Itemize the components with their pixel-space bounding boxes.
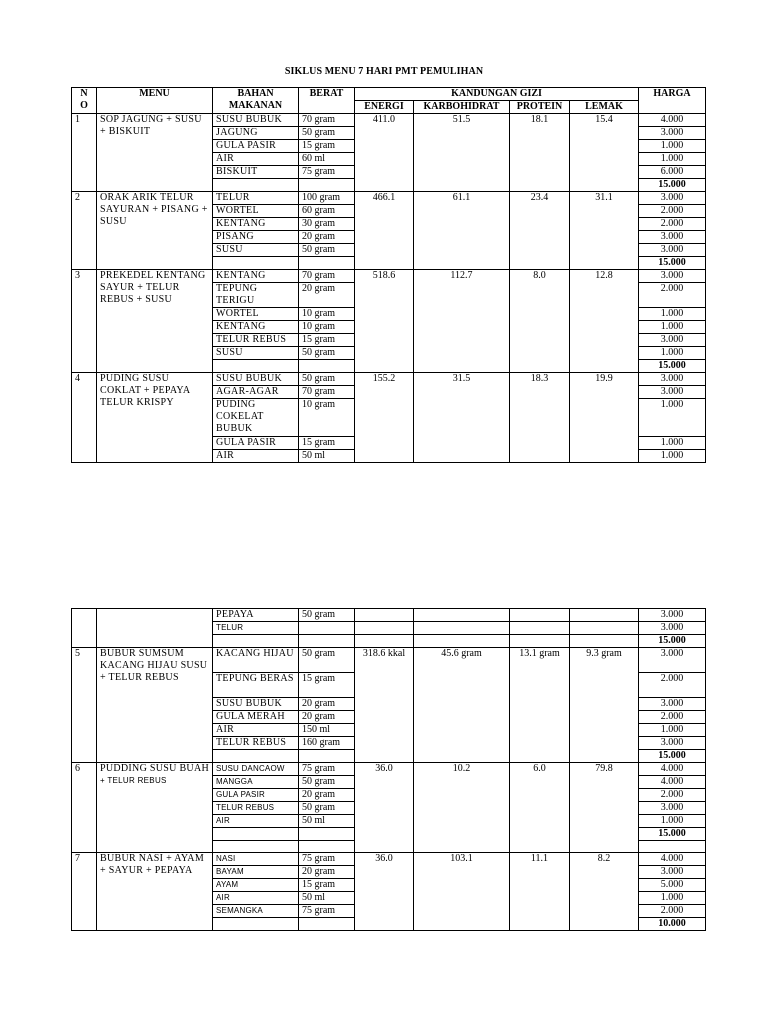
berat-cell: 15 gram	[299, 879, 355, 892]
protein-value: 18.1	[510, 114, 570, 192]
berat-cell: 15 gram	[299, 334, 355, 347]
bahan-cell	[213, 918, 299, 931]
berat-cell: 75 gram	[299, 166, 355, 179]
menu-number: 4	[72, 373, 97, 463]
energi-value: 318.6 kkal	[355, 648, 414, 763]
table-row	[72, 648, 706, 673]
harga-cell: 2.000	[639, 789, 706, 802]
bahan-cell: BAYAM	[213, 866, 299, 879]
bahan-cell: PEPAYA	[213, 609, 299, 622]
harga-cell: 3.000	[639, 866, 706, 879]
lemak-value	[570, 635, 639, 648]
berat-cell: 60 ml	[299, 153, 355, 166]
harga-cell: 2.000	[639, 673, 706, 698]
menu-name: ORAK ARIK TELUR SAYURAN + PISANG + SUSU	[97, 192, 213, 270]
harga-cell: 3.000	[639, 622, 706, 635]
berat-cell: 50 gram	[299, 802, 355, 815]
bahan-cell: AIR	[213, 815, 299, 828]
bahan-cell: SUSU BUBUK	[213, 373, 299, 386]
bahan-cell: AIR	[213, 450, 299, 463]
protein-value	[510, 622, 570, 635]
lemak-value	[570, 609, 639, 622]
karbohidrat-value: 112.7	[414, 270, 510, 373]
berat-cell: 20 gram	[299, 283, 355, 308]
berat-cell: 50 gram	[299, 244, 355, 257]
header-lemak: LEMAK	[570, 101, 639, 114]
harga-cell: 1.000	[639, 450, 706, 463]
table-row	[72, 853, 706, 866]
menu-number: 6	[72, 763, 97, 853]
harga-cell: 2.000	[639, 205, 706, 218]
bahan-cell: AYAM	[213, 879, 299, 892]
berat-cell: 20 gram	[299, 698, 355, 711]
bahan-cell: KENTANG	[213, 218, 299, 231]
bahan-cell: TELUR	[213, 192, 299, 205]
bahan-cell	[213, 360, 299, 373]
harga-cell: 2.000	[639, 218, 706, 231]
bahan-cell: AIR	[213, 153, 299, 166]
harga-cell: 2.000	[639, 283, 706, 308]
harga-cell: 3.000	[639, 648, 706, 673]
header-no: N O	[72, 88, 97, 114]
menu-name: PREKEDEL KENTANG SAYUR + TELUR REBUS + SUSU	[97, 270, 213, 373]
harga-total: 15.000	[639, 179, 706, 192]
karbohidrat-value	[414, 622, 510, 635]
berat-cell: 10 gram	[299, 308, 355, 321]
harga-cell: 3.000	[639, 386, 706, 399]
harga-cell: 3.000	[639, 373, 706, 386]
protein-value: 6.0	[510, 763, 570, 853]
protein-value: 11.1	[510, 853, 570, 931]
berat-cell: 20 gram	[299, 866, 355, 879]
karbohidrat-value: 51.5	[414, 114, 510, 192]
harga-cell: 4.000	[639, 776, 706, 789]
bahan-cell: SUSU DANCAOW	[213, 763, 299, 776]
bahan-cell: KACANG HIJAU	[213, 648, 299, 673]
energi-value: 155.2	[355, 373, 414, 463]
harga-total: 15.000	[639, 750, 706, 763]
header-bahan: BAHAN MAKANAN	[213, 88, 299, 114]
protein-value: 18.3	[510, 373, 570, 463]
harga-cell: 2.000	[639, 711, 706, 724]
berat-cell	[299, 622, 355, 635]
lemak-value: 31.1	[570, 192, 639, 270]
bahan-cell: JAGUNG	[213, 127, 299, 140]
bahan-cell: SUSU	[213, 244, 299, 257]
harga-cell: 3.000	[639, 334, 706, 347]
harga-total: 10.000	[639, 918, 706, 931]
bahan-cell	[213, 841, 299, 853]
lemak-value	[570, 622, 639, 635]
berat-cell: 30 gram	[299, 218, 355, 231]
header-berat: BERAT	[299, 88, 355, 114]
berat-cell: 75 gram	[299, 905, 355, 918]
lemak-value: 9.3 gram	[570, 648, 639, 763]
lemak-value: 12.8	[570, 270, 639, 373]
berat-cell: 50 ml	[299, 450, 355, 463]
harga-cell: 3.000	[639, 802, 706, 815]
berat-cell: 15 gram	[299, 140, 355, 153]
berat-cell: 10 gram	[299, 399, 355, 437]
harga-cell: 3.000	[639, 231, 706, 244]
harga-cell: 2.000	[639, 905, 706, 918]
harga-cell: 3.000	[639, 270, 706, 283]
bahan-cell: GULA PASIR	[213, 437, 299, 450]
header-kandungan-gizi: KANDUNGAN GIZI	[355, 88, 639, 101]
protein-value: 8.0	[510, 270, 570, 373]
energi-value: 36.0	[355, 763, 414, 853]
bahan-cell: GULA PASIR	[213, 140, 299, 153]
bahan-cell: WORTEL	[213, 205, 299, 218]
header-menu: MENU	[97, 88, 213, 114]
karbohidrat-value: 45.6 gram	[414, 648, 510, 763]
energi-value: 36.0	[355, 853, 414, 931]
menu-number: 5	[72, 648, 97, 763]
harga-cell: 3.000	[639, 698, 706, 711]
bahan-cell: SUSU	[213, 347, 299, 360]
table-row	[72, 373, 706, 386]
header-karbohidrat: KARBOHIDRAT	[414, 101, 510, 114]
bahan-cell: TEPUNG BERAS	[213, 673, 299, 698]
table-row	[72, 114, 706, 127]
berat-cell: 50 gram	[299, 347, 355, 360]
menu-number: 7	[72, 853, 97, 931]
menu-name: BUBUR SUMSUM KACANG HIJAU SUSU + TELUR REBUS	[97, 648, 213, 763]
berat-cell: 20 gram	[299, 231, 355, 244]
page-title: SIKLUS MENU 7 HARI PMT PEMULIHAN	[284, 66, 484, 77]
harga-cell: 4.000	[639, 853, 706, 866]
harga-cell: 1.000	[639, 308, 706, 321]
berat-cell: 70 gram	[299, 386, 355, 399]
bahan-cell: GULA PASIR	[213, 789, 299, 802]
lemak-value: 15.4	[570, 114, 639, 192]
berat-cell: 10 gram	[299, 321, 355, 334]
menu-name: PUDDING SUSU BUAH + TELUR REBUS	[97, 763, 213, 853]
harga-cell	[639, 841, 706, 853]
bahan-cell: WORTEL	[213, 308, 299, 321]
harga-cell: 1.000	[639, 321, 706, 334]
menu-name-suffix: + TELUR REBUS	[100, 776, 167, 785]
bahan-cell: KENTANG	[213, 321, 299, 334]
berat-cell	[299, 360, 355, 373]
harga-cell: 6.000	[639, 166, 706, 179]
bahan-cell	[213, 635, 299, 648]
harga-cell: 3.000	[639, 244, 706, 257]
berat-cell: 50 ml	[299, 815, 355, 828]
berat-cell: 70 gram	[299, 270, 355, 283]
menu-number: 2	[72, 192, 97, 270]
bahan-cell: AGAR-AGAR	[213, 386, 299, 399]
harga-cell: 5.000	[639, 879, 706, 892]
berat-cell: 15 gram	[299, 673, 355, 698]
bahan-cell	[213, 179, 299, 192]
berat-cell: 100 gram	[299, 192, 355, 205]
bahan-cell: AIR	[213, 724, 299, 737]
protein-value: 13.1 gram	[510, 648, 570, 763]
protein-value	[510, 635, 570, 648]
menu-name: BUBUR NASI + AYAM + SAYUR + PEPAYA	[97, 853, 213, 931]
berat-cell	[299, 918, 355, 931]
berat-cell: 75 gram	[299, 763, 355, 776]
berat-cell: 20 gram	[299, 789, 355, 802]
harga-total: 15.000	[639, 635, 706, 648]
harga-cell: 3.000	[639, 192, 706, 205]
menu-table-page-1	[71, 87, 706, 463]
bahan-cell: PISANG	[213, 231, 299, 244]
menu-number: 1	[72, 114, 97, 192]
harga-cell: 1.000	[639, 815, 706, 828]
harga-total: 15.000	[639, 257, 706, 270]
table-row	[72, 609, 706, 622]
berat-cell	[299, 828, 355, 841]
header-protein: PROTEIN	[510, 101, 570, 114]
bahan-cell: PUDING COKELAT BUBUK	[213, 399, 299, 437]
bahan-cell	[213, 257, 299, 270]
berat-cell: 50 gram	[299, 648, 355, 673]
harga-cell: 3.000	[639, 127, 706, 140]
lemak-value: 79.8	[570, 763, 639, 853]
karbohidrat-value: 10.2	[414, 763, 510, 853]
menu-name: SOP JAGUNG + SUSU + BISKUIT	[97, 114, 213, 192]
berat-cell	[299, 635, 355, 648]
energi-value	[355, 622, 414, 635]
berat-cell: 50 gram	[299, 776, 355, 789]
berat-cell: 75 gram	[299, 853, 355, 866]
bahan-cell: AIR	[213, 892, 299, 905]
header-energi: ENERGI	[355, 101, 414, 114]
bahan-cell: TELUR REBUS	[213, 334, 299, 347]
energi-value: 466.1	[355, 192, 414, 270]
lemak-value: 8.2	[570, 853, 639, 931]
berat-cell: 15 gram	[299, 437, 355, 450]
lemak-value: 19.9	[570, 373, 639, 463]
karbohidrat-value	[414, 635, 510, 648]
harga-cell: 3.000	[639, 737, 706, 750]
berat-cell: 150 ml	[299, 724, 355, 737]
berat-cell: 50 gram	[299, 127, 355, 140]
table-row	[72, 192, 706, 205]
harga-cell: 4.000	[639, 763, 706, 776]
menu-number	[72, 609, 97, 648]
menu-name	[97, 609, 213, 648]
harga-cell: 1.000	[639, 140, 706, 153]
bahan-cell: SEMANGKA	[213, 905, 299, 918]
energi-value	[355, 609, 414, 622]
harga-cell: 1.000	[639, 892, 706, 905]
protein-value	[510, 609, 570, 622]
bahan-cell: NASI	[213, 853, 299, 866]
karbohidrat-value: 31.5	[414, 373, 510, 463]
berat-cell	[299, 750, 355, 763]
bahan-cell: KENTANG	[213, 270, 299, 283]
bahan-cell: TELUR REBUS	[213, 802, 299, 815]
menu-number: 3	[72, 270, 97, 373]
berat-cell: 20 gram	[299, 711, 355, 724]
energi-value: 518.6	[355, 270, 414, 373]
berat-cell	[299, 841, 355, 853]
energi-value	[355, 635, 414, 648]
bahan-cell	[213, 750, 299, 763]
bahan-cell: BISKUIT	[213, 166, 299, 179]
karbohidrat-value: 103.1	[414, 853, 510, 931]
bahan-cell: GULA MERAH	[213, 711, 299, 724]
menu-name: PUDING SUSU COKLAT + PEPAYA TELUR KRISPY	[97, 373, 213, 463]
harga-total: 15.000	[639, 360, 706, 373]
berat-cell: 60 gram	[299, 205, 355, 218]
table-row	[72, 763, 706, 776]
harga-cell: 1.000	[639, 437, 706, 450]
menu-table-page-2	[71, 608, 706, 931]
harga-cell: 1.000	[639, 399, 706, 437]
harga-total: 15.000	[639, 828, 706, 841]
header-harga: HARGA	[639, 88, 706, 114]
bahan-cell	[213, 828, 299, 841]
berat-cell	[299, 257, 355, 270]
berat-cell: 70 gram	[299, 114, 355, 127]
harga-cell: 1.000	[639, 347, 706, 360]
berat-cell: 50 gram	[299, 373, 355, 386]
bahan-cell: SUSU BUBUK	[213, 698, 299, 711]
karbohidrat-value: 61.1	[414, 192, 510, 270]
protein-value: 23.4	[510, 192, 570, 270]
berat-cell	[299, 179, 355, 192]
bahan-cell: TELUR	[213, 622, 299, 635]
table-row	[72, 270, 706, 283]
bahan-cell: TELUR REBUS	[213, 737, 299, 750]
bahan-cell: MANGGA	[213, 776, 299, 789]
berat-cell: 50 gram	[299, 609, 355, 622]
berat-cell: 50 ml	[299, 892, 355, 905]
energi-value: 411.0	[355, 114, 414, 192]
harga-cell: 4.000	[639, 114, 706, 127]
harga-cell: 1.000	[639, 724, 706, 737]
berat-cell: 160 gram	[299, 737, 355, 750]
bahan-cell: SUSU BUBUK	[213, 114, 299, 127]
bahan-cell: TEPUNG TERIGU	[213, 283, 299, 308]
karbohidrat-value	[414, 609, 510, 622]
harga-cell: 3.000	[639, 609, 706, 622]
harga-cell: 1.000	[639, 153, 706, 166]
